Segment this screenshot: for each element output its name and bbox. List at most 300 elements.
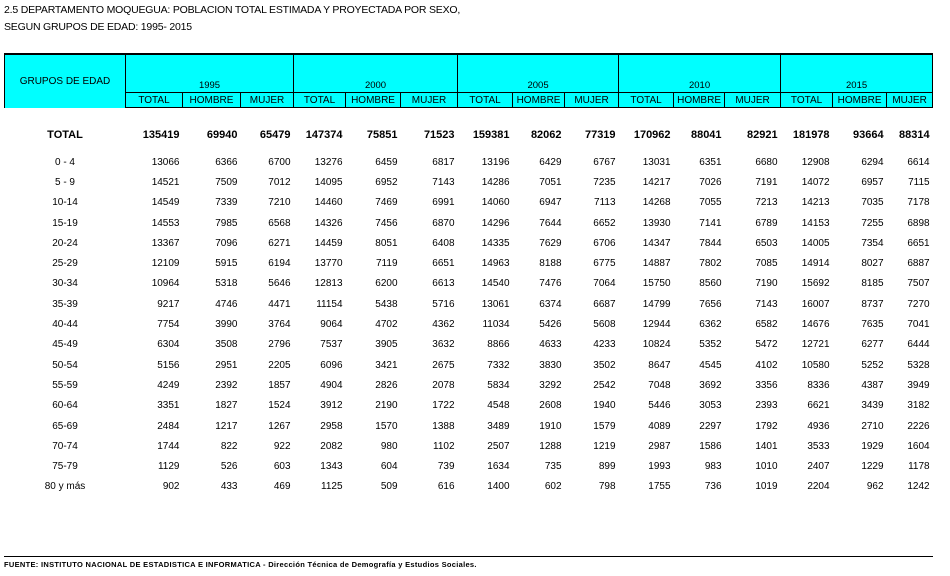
- header-subcolumn: HOMBRE: [674, 93, 725, 108]
- table-cell: 6294: [861, 156, 884, 168]
- table-cell: 2204: [807, 481, 830, 493]
- table-cell: 75851: [366, 129, 398, 141]
- table-cell: 2297: [699, 420, 722, 432]
- table-row: [5, 456, 933, 476]
- table-cell: 1288: [539, 440, 562, 452]
- table-cell: 7754: [157, 319, 180, 331]
- table-cell: 4936: [807, 420, 830, 432]
- table-cell: 3533: [807, 440, 830, 452]
- table-cell: 15692: [801, 278, 830, 290]
- table-cell: 604: [380, 461, 398, 473]
- table-cell: 7255: [861, 217, 884, 229]
- table-cell: 6271: [268, 237, 291, 249]
- table-cell: 1010: [755, 461, 778, 473]
- table-cell: 509: [380, 481, 398, 493]
- table-cell: 4548: [487, 400, 510, 412]
- table-cell: 1993: [648, 461, 671, 473]
- table-cell: 7629: [539, 237, 562, 249]
- table-cell: 14963: [481, 258, 510, 270]
- table-cell: 14459: [314, 237, 343, 249]
- table-row: [5, 274, 933, 294]
- table-cell: 14460: [314, 197, 343, 209]
- table-cell: 6194: [268, 258, 291, 270]
- table-row: [5, 233, 933, 253]
- table-cell: 6870: [432, 217, 455, 229]
- header-subcolumn: MUJER: [565, 93, 619, 108]
- table-cell: 6687: [593, 298, 616, 310]
- header-subcolumn: TOTAL: [458, 93, 513, 108]
- table-cell: 14326: [314, 217, 343, 229]
- table-cell: 922: [273, 440, 291, 452]
- table-row: [5, 335, 933, 355]
- table-cell: 6362: [699, 319, 722, 331]
- table-cell: 2082: [320, 440, 343, 452]
- table-row: [5, 172, 933, 192]
- table-cell: 1125: [321, 481, 343, 493]
- table-cell: 2484: [157, 420, 180, 432]
- table-cell: 181978: [792, 129, 830, 141]
- table-cell: 902: [162, 481, 180, 493]
- table-cell: 2392: [215, 379, 238, 391]
- table-cell: 2675: [432, 359, 455, 371]
- table-cell: 3764: [268, 319, 291, 331]
- table-cell: 1792: [755, 420, 778, 432]
- table-cell: 2951: [215, 359, 238, 371]
- source-footnote: FUENTE: INSTITUTO NACIONAL DE ESTADISTICA E INFORMATICA - Dirección Técnica de Demografía y Estudios Sociales.: [4, 556, 933, 569]
- table-cell: 5426: [539, 319, 562, 331]
- table-cell: 6568: [268, 217, 291, 229]
- table-cell: 3421: [375, 359, 398, 371]
- table-cell: 65479: [259, 129, 291, 141]
- table-cell: 6429: [539, 156, 562, 168]
- table-cell: 1755: [648, 481, 671, 493]
- table-cell: 602: [544, 481, 562, 493]
- table-cell: 5646: [268, 278, 291, 290]
- row-label: 30-34: [52, 278, 78, 290]
- table-cell: 3949: [907, 379, 930, 391]
- table-cell: 6887: [907, 258, 930, 270]
- table-cell: 6947: [539, 197, 562, 209]
- table-cell: 7064: [593, 278, 616, 290]
- table-cell: 6408: [432, 237, 455, 249]
- table-cell: 1400: [487, 481, 510, 493]
- table-cell: 822: [220, 440, 238, 452]
- table-cell: 8188: [539, 258, 562, 270]
- row-label: 20-24: [52, 237, 78, 249]
- table-cell: 13061: [481, 298, 510, 310]
- table-cell: 7537: [320, 339, 343, 351]
- table-cell: 8866: [487, 339, 510, 351]
- table-cell: 12813: [314, 278, 343, 290]
- table-cell: 6898: [907, 217, 930, 229]
- table-cell: 6582: [755, 319, 778, 331]
- table-cell: 7507: [907, 278, 930, 290]
- header-year-row: [5, 54, 933, 93]
- table-cell: 6614: [907, 156, 930, 168]
- table-cell: 14521: [151, 176, 180, 188]
- table-cell: 13276: [314, 156, 343, 168]
- table-cell: 6459: [375, 156, 398, 168]
- table-cell: 14347: [642, 237, 671, 249]
- table-cell: 4102: [755, 359, 778, 371]
- table-cell: 1229: [861, 461, 884, 473]
- table-cell: 6991: [432, 197, 455, 209]
- table-cell: 1940: [593, 400, 616, 412]
- table-cell: 6817: [432, 156, 455, 168]
- table-title-line-2: SEGUN GRUPOS DE EDAD: 1995- 2015: [4, 21, 192, 33]
- table-cell: 4471: [268, 298, 291, 310]
- table-cell: 4633: [539, 339, 562, 351]
- table-cell: 16007: [801, 298, 830, 310]
- table-cell: 13770: [314, 258, 343, 270]
- table-cell: 4249: [157, 379, 180, 391]
- table-cell: 1217: [215, 420, 238, 432]
- table-cell: 2190: [375, 400, 398, 412]
- row-label: 55-59: [52, 379, 78, 391]
- table-cell: 14268: [642, 197, 671, 209]
- table-cell: 3508: [215, 339, 238, 351]
- table-cell: 736: [704, 481, 722, 493]
- table-cell: 3692: [699, 379, 722, 391]
- table-cell: 7012: [268, 176, 291, 188]
- table-cell: 13930: [642, 217, 671, 229]
- header-subcolumn: MUJER: [887, 93, 933, 108]
- table-cell: 88041: [690, 129, 722, 141]
- table-cell: 8336: [807, 379, 830, 391]
- table-cell: 526: [220, 461, 238, 473]
- table-cell: 14799: [642, 298, 671, 310]
- table-cell: 82062: [530, 129, 562, 141]
- table-cell: 5328: [907, 359, 930, 371]
- table-cell: 7332: [487, 359, 510, 371]
- header-year: 2010: [619, 54, 781, 93]
- table-cell: 6952: [375, 176, 398, 188]
- table-cell: 7235: [593, 176, 616, 188]
- table-cell: 5915: [215, 258, 238, 270]
- table-cell: 13367: [151, 237, 180, 249]
- table-cell: 1722: [432, 400, 455, 412]
- table-cell: 2958: [320, 420, 343, 432]
- table-cell: 3830: [539, 359, 562, 371]
- table-cell: 12109: [151, 258, 180, 270]
- table-row: [5, 253, 933, 273]
- table-cell: 8185: [861, 278, 884, 290]
- table-cell: 14296: [481, 217, 510, 229]
- table-cell: 7802: [699, 258, 722, 270]
- table-cell: 2407: [807, 461, 830, 473]
- table-cell: 7456: [375, 217, 398, 229]
- table-cell: 8647: [648, 359, 671, 371]
- table-cell: 4089: [648, 420, 671, 432]
- table-cell: 6277: [861, 339, 884, 351]
- table-cell: 980: [380, 440, 398, 452]
- table-cell: 3356: [755, 379, 778, 391]
- table-row: [5, 375, 933, 395]
- table-cell: 159381: [472, 129, 510, 141]
- table-cell: 6957: [861, 176, 884, 188]
- table-cell: 5446: [648, 400, 671, 412]
- table-cell: 7141: [699, 217, 722, 229]
- table-cell: 5472: [755, 339, 778, 351]
- table-cell: 6613: [432, 278, 455, 290]
- table-cell: 7190: [755, 278, 778, 290]
- table-cell: 3912: [320, 400, 343, 412]
- table-cell: 6503: [755, 237, 778, 249]
- table-cell: 1267: [268, 420, 291, 432]
- table-cell: 616: [437, 481, 455, 493]
- table-cell: 7844: [699, 237, 722, 249]
- table-cell: 4233: [593, 339, 616, 351]
- header-subcolumn: TOTAL: [126, 93, 183, 108]
- table-cell: 1929: [861, 440, 884, 452]
- table-cell: 3053: [699, 400, 722, 412]
- row-label: 65-69: [52, 420, 78, 432]
- table-cell: 14914: [801, 258, 830, 270]
- row-label: 5 - 9: [54, 176, 75, 188]
- row-label: 40-44: [52, 319, 78, 331]
- table-cell: 1242: [907, 481, 930, 493]
- header-year: 2015: [781, 54, 933, 93]
- table-cell: 11034: [482, 319, 510, 331]
- table-cell: 6621: [807, 400, 830, 412]
- table-cell: 7191: [755, 176, 778, 188]
- table-cell: 2796: [268, 339, 291, 351]
- table-cell: 7026: [699, 176, 722, 188]
- table-cell: 77319: [584, 129, 616, 141]
- header-year: 2000: [294, 54, 458, 93]
- table-cell: 4362: [432, 319, 455, 331]
- table-row: [5, 152, 933, 172]
- table-cell: 7041: [907, 319, 930, 331]
- header-age-groups: GRUPOS DE EDAD: [5, 54, 126, 108]
- table-cell: 1388: [432, 420, 455, 432]
- table-cell: 12721: [801, 339, 830, 351]
- table-cell: 5252: [861, 359, 884, 371]
- table-cell: 962: [866, 481, 884, 493]
- table-cell: 7096: [215, 237, 238, 249]
- table-cell: 7143: [755, 298, 778, 310]
- table-cell: 5716: [432, 298, 455, 310]
- table-cell: 5318: [215, 278, 238, 290]
- table-cell: 12944: [642, 319, 671, 331]
- population-table: [4, 53, 933, 497]
- header-subcolumn: HOMBRE: [183, 93, 241, 108]
- table-cell: 14005: [801, 237, 830, 249]
- table-cell: 1910: [539, 420, 562, 432]
- row-label: TOTAL: [47, 129, 83, 141]
- table-cell: 93664: [852, 129, 884, 141]
- table-row: [5, 213, 933, 233]
- table-cell: 469: [273, 481, 291, 493]
- table-cell: 1634: [487, 461, 510, 473]
- table-cell: 7113: [594, 197, 616, 209]
- row-label: 0 - 4: [54, 156, 75, 168]
- table-cell: 71523: [423, 129, 455, 141]
- table-cell: 2507: [487, 440, 510, 452]
- table-cell: 82921: [746, 129, 778, 141]
- table-row: [5, 193, 933, 213]
- table-cell: 135419: [142, 129, 180, 141]
- table-cell: 13196: [481, 156, 510, 168]
- table-cell: 735: [544, 461, 562, 473]
- table-cell: 4545: [699, 359, 722, 371]
- table-cell: 1570: [375, 420, 398, 432]
- table-cell: 6789: [755, 217, 778, 229]
- table-cell: 6652: [593, 217, 616, 229]
- table-cell: 7635: [861, 319, 884, 331]
- table-cell: 170962: [633, 129, 671, 141]
- table-cell: 7119: [376, 258, 398, 270]
- header-subcolumn: HOMBRE: [833, 93, 887, 108]
- table-cell: 13066: [151, 156, 180, 168]
- table-cell: 10824: [642, 339, 671, 351]
- table-cell: 4904: [320, 379, 343, 391]
- table-cell: 7469: [375, 197, 398, 209]
- header-subcolumn: MUJER: [241, 93, 294, 108]
- table-cell: 1343: [320, 461, 343, 473]
- header-subcolumn: TOTAL: [619, 93, 674, 108]
- table-cell: 7210: [268, 197, 291, 209]
- table-cell: 6304: [157, 339, 180, 351]
- table-cell: 1019: [755, 481, 778, 493]
- table-cell: 7509: [215, 176, 238, 188]
- table-cell: 7035: [861, 197, 884, 209]
- table-cell: 3182: [907, 400, 930, 412]
- table-cell: 5608: [593, 319, 616, 331]
- table-cell: 5156: [157, 359, 180, 371]
- table-cell: 8027: [861, 258, 884, 270]
- table-cell: 7339: [215, 197, 238, 209]
- table-cell: 1586: [699, 440, 722, 452]
- table-cell: 2393: [755, 400, 778, 412]
- table-row: [5, 314, 933, 334]
- row-label: 70-74: [52, 440, 78, 452]
- table-cell: 14153: [801, 217, 830, 229]
- table-cell: 7213: [755, 197, 778, 209]
- table-cell: 7048: [648, 379, 671, 391]
- table-cell: 4387: [861, 379, 884, 391]
- table-cell: 3502: [593, 359, 616, 371]
- table-cell: 7476: [539, 278, 562, 290]
- table-cell: 8560: [699, 278, 722, 290]
- table-cell: 1524: [268, 400, 291, 412]
- table-cell: 739: [437, 461, 455, 473]
- table-cell: 2542: [593, 379, 616, 391]
- row-label: 10-14: [52, 197, 78, 209]
- table-cell: 10964: [151, 278, 180, 290]
- table-title-line-1: 2.5 DEPARTAMENTO MOQUEGUA: POBLACION TOTAL ESTIMADA Y PROYECTADA POR SEXO,: [4, 4, 461, 16]
- table-cell: 14213: [801, 197, 830, 209]
- table-cell: 1178: [908, 461, 930, 473]
- table-cell: 3351: [157, 400, 180, 412]
- table-cell: 3990: [215, 319, 238, 331]
- row-label: 25-29: [52, 258, 78, 270]
- table-cell: 14286: [481, 176, 510, 188]
- table-cell: 6444: [907, 339, 930, 351]
- table-cell: 6651: [907, 237, 930, 249]
- table-cell: 6706: [593, 237, 616, 249]
- header-subcolumn-row: [5, 93, 933, 108]
- table-cell: 7115: [908, 176, 930, 188]
- table-cell: 8051: [375, 237, 398, 249]
- table-cell: 7354: [861, 237, 884, 249]
- table-row: [5, 396, 933, 416]
- table-cell: 6374: [539, 298, 562, 310]
- table-cell: 4746: [215, 298, 238, 310]
- table-cell: 1579: [593, 420, 616, 432]
- table-cell: 1604: [907, 440, 930, 452]
- row-label: 80 y más: [44, 481, 86, 493]
- table-cell: 9064: [320, 319, 343, 331]
- table-cell: 3905: [375, 339, 398, 351]
- table-cell: 147374: [305, 129, 343, 141]
- table-cell: 2710: [861, 420, 884, 432]
- table-cell: 6366: [215, 156, 238, 168]
- table-cell: 6096: [320, 359, 343, 371]
- table-cell: 1827: [215, 400, 238, 412]
- table-cell: 14217: [642, 176, 671, 188]
- table-cell: 14060: [481, 197, 510, 209]
- table-cell: 6200: [375, 278, 398, 290]
- header-subcolumn: MUJER: [401, 93, 458, 108]
- row-label: 50-54: [52, 359, 78, 371]
- table-cell: 798: [598, 481, 616, 493]
- table-row: [5, 416, 933, 436]
- table-cell: 1401: [755, 440, 778, 452]
- table-cell: 6767: [593, 156, 616, 168]
- table-cell: 6651: [432, 258, 455, 270]
- header-subcolumn: TOTAL: [781, 93, 833, 108]
- table-cell: 6351: [699, 156, 722, 168]
- table-cell: 11154: [316, 298, 343, 310]
- table-cell: 14335: [481, 237, 510, 249]
- table-cell: 13031: [642, 156, 671, 168]
- table-row: [5, 355, 933, 375]
- total-row: [5, 126, 933, 144]
- table-cell: 2205: [268, 359, 291, 371]
- table-cell: 14095: [314, 176, 343, 188]
- header-subcolumn: HOMBRE: [513, 93, 565, 108]
- table-cell: 2826: [375, 379, 398, 391]
- table-cell: 3632: [432, 339, 455, 351]
- table-cell: 10580: [801, 359, 830, 371]
- table-cell: 2608: [539, 400, 562, 412]
- row-label: 15-19: [52, 217, 78, 229]
- table-row: [5, 436, 933, 456]
- header-subcolumn: MUJER: [725, 93, 781, 108]
- table-cell: 14553: [151, 217, 180, 229]
- row-label: 35-39: [52, 298, 78, 310]
- header-subcolumn: HOMBRE: [346, 93, 401, 108]
- table-cell: 1102: [433, 440, 455, 452]
- table-cell: 1129: [157, 461, 180, 473]
- table-cell: 14549: [151, 197, 180, 209]
- table-cell: 14540: [481, 278, 510, 290]
- table-cell: 7644: [539, 217, 562, 229]
- table-cell: 7270: [907, 298, 930, 310]
- table-cell: 6775: [593, 258, 616, 270]
- table-cell: 7085: [755, 258, 778, 270]
- table-cell: 8737: [861, 298, 884, 310]
- table-cell: 1219: [593, 440, 616, 452]
- table-cell: 983: [704, 461, 722, 473]
- row-label: 75-79: [52, 461, 78, 473]
- table-cell: 14676: [801, 319, 830, 331]
- table-cell: 4702: [375, 319, 398, 331]
- table-cell: 1744: [157, 440, 180, 452]
- table-cell: 14072: [801, 176, 830, 188]
- table-cell: 2987: [648, 440, 671, 452]
